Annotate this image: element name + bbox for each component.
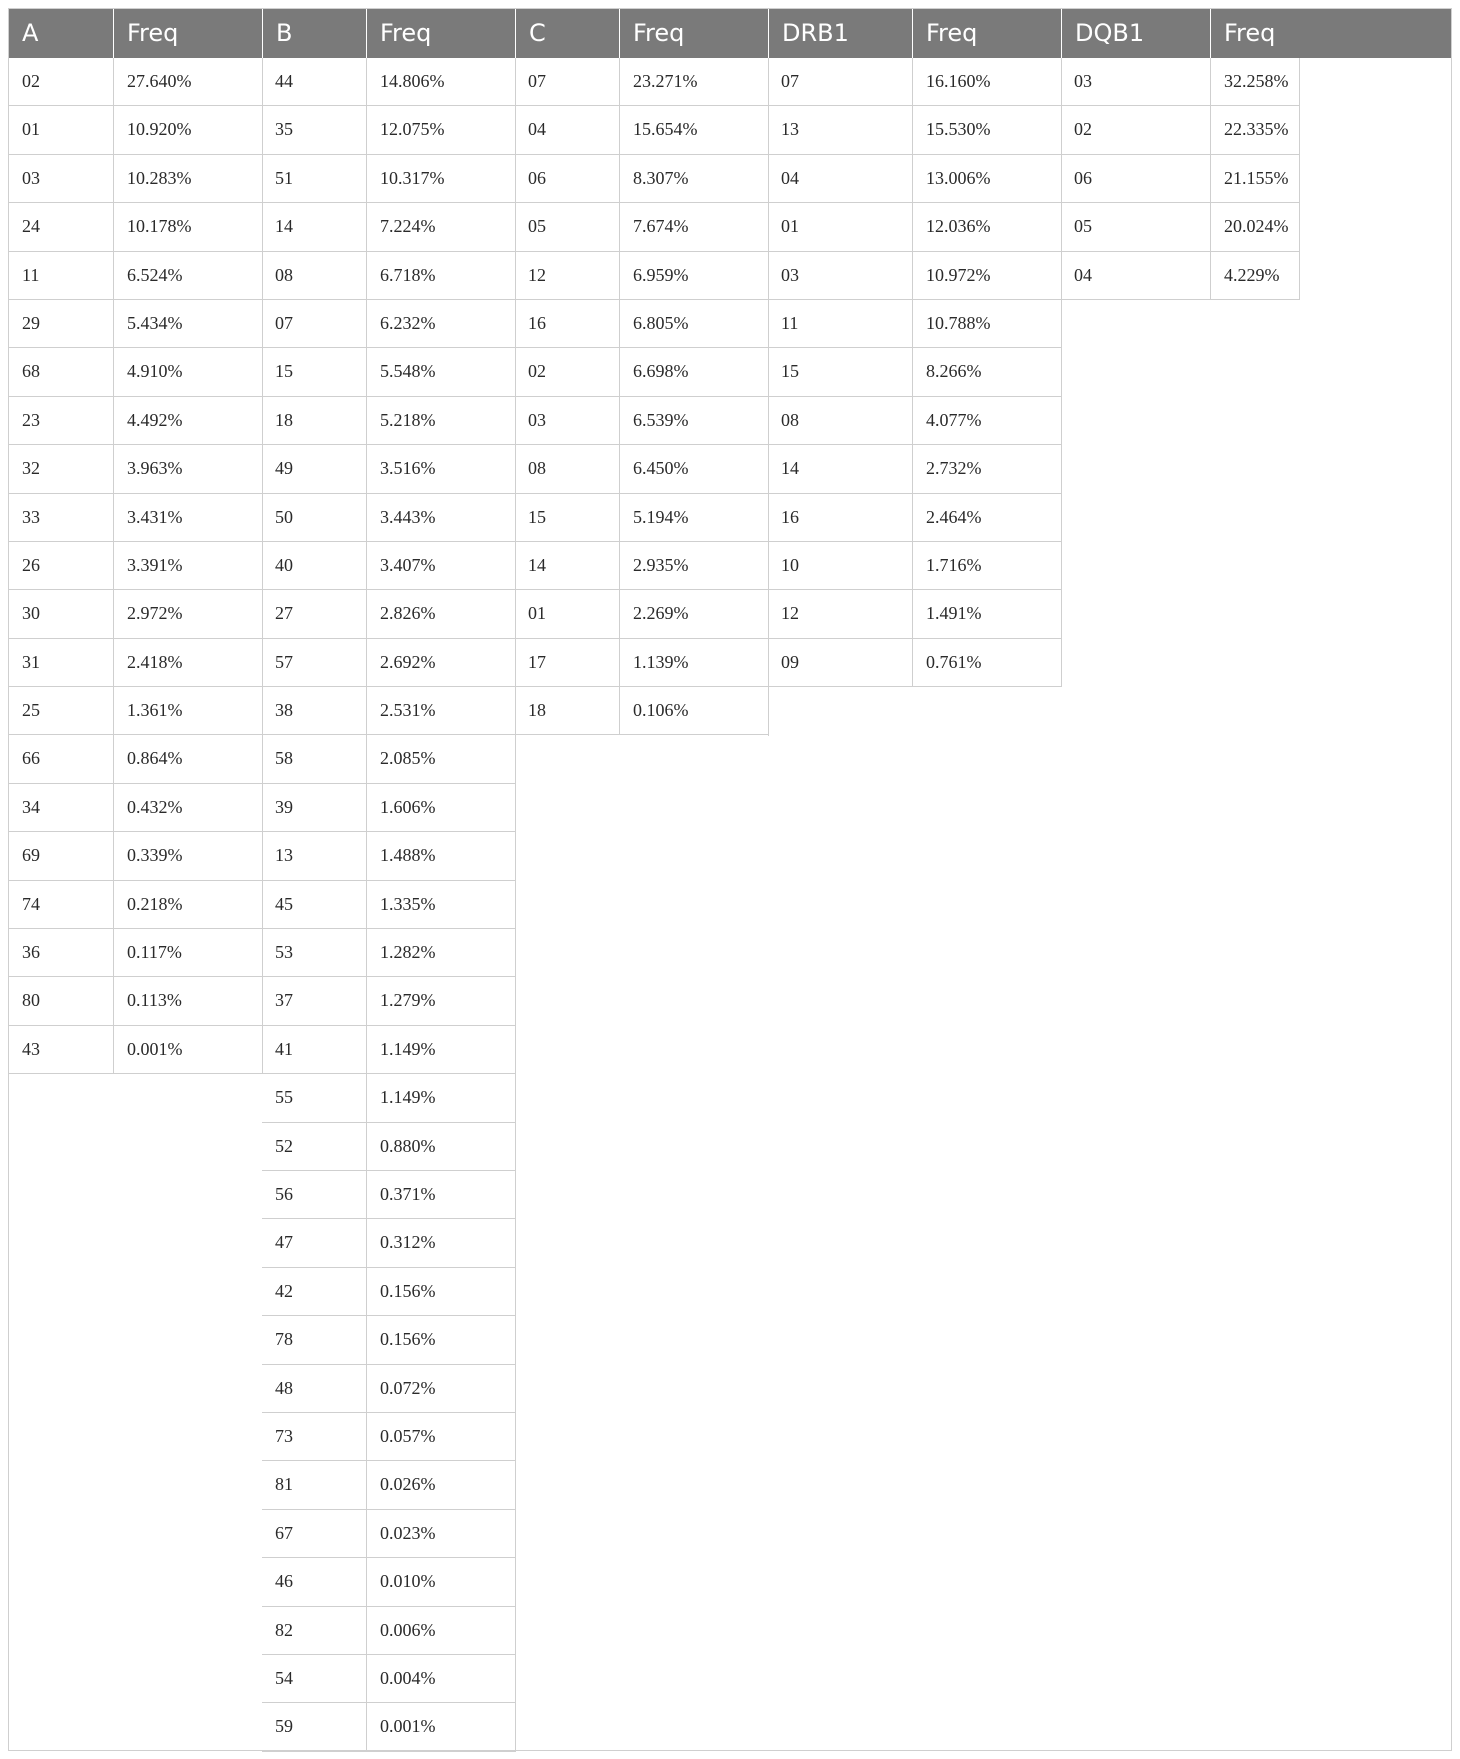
- header-b-freq: Freq: [366, 9, 515, 58]
- table-row: [9, 348, 262, 396]
- header-a-freq: Freq: [113, 9, 262, 58]
- allele-cell: 18: [275, 409, 293, 430]
- table-row: [262, 58, 515, 106]
- frequency-cell: 2.418%: [113, 639, 262, 686]
- table-row: [262, 397, 515, 445]
- table-row: [515, 106, 768, 154]
- allele-cell: 04: [1074, 264, 1092, 285]
- table-row: [515, 687, 768, 735]
- column-group-drb1: [768, 58, 1061, 687]
- frequency-cell: 0.761%: [912, 639, 1061, 686]
- allele-cell: 81: [275, 1474, 293, 1495]
- table-row: [515, 348, 768, 396]
- frequency-cell: 6.805%: [619, 300, 768, 347]
- frequency-cell: 2.935%: [619, 542, 768, 589]
- table-row: [262, 1703, 515, 1751]
- allele-cell: 13: [781, 119, 799, 140]
- table-row: [9, 832, 262, 880]
- frequency-cell: 3.443%: [366, 494, 515, 541]
- header-b: B: [262, 9, 366, 58]
- table-row: [515, 639, 768, 687]
- allele-cell: 06: [528, 167, 546, 188]
- table-row: [515, 58, 768, 106]
- allele-cell: 74: [22, 893, 40, 914]
- table-row: [9, 1026, 262, 1074]
- allele-cell: 57: [275, 651, 293, 672]
- allele-cell: 30: [22, 603, 40, 624]
- allele-cell: 03: [528, 409, 546, 430]
- allele-cell: 44: [275, 71, 293, 91]
- frequency-cell: 1.606%: [366, 784, 515, 831]
- table-row: [9, 155, 262, 203]
- allele-cell: 39: [275, 796, 293, 817]
- allele-cell: 07: [781, 71, 799, 91]
- table-row: [768, 639, 1061, 687]
- frequency-cell: 0.106%: [619, 687, 768, 734]
- hla-frequency-table: [8, 8, 1452, 1751]
- allele-cell: 24: [22, 216, 40, 237]
- frequency-cell: 0.371%: [366, 1171, 515, 1218]
- frequency-cell: 0.006%: [366, 1607, 515, 1654]
- frequency-cell: 16.160%: [912, 58, 1061, 105]
- table-row: [768, 494, 1061, 542]
- allele-cell: 07: [528, 71, 546, 91]
- allele-cell: 46: [275, 1571, 293, 1592]
- allele-cell: 18: [528, 700, 546, 721]
- allele-cell: 33: [22, 506, 40, 527]
- allele-cell: 78: [275, 1329, 293, 1350]
- allele-cell: 34: [22, 796, 40, 817]
- table-row: [1061, 252, 1300, 300]
- column-group-b: [262, 58, 515, 1752]
- frequency-cell: 4.077%: [912, 397, 1061, 444]
- allele-cell: 11: [781, 312, 799, 333]
- allele-cell: 48: [275, 1377, 293, 1398]
- frequency-cell: 0.117%: [113, 929, 262, 976]
- frequency-cell: 6.539%: [619, 397, 768, 444]
- frequency-cell: 5.548%: [366, 348, 515, 395]
- allele-cell: 41: [275, 1038, 293, 1059]
- frequency-cell: 15.654%: [619, 106, 768, 153]
- column-divider: [768, 58, 769, 736]
- allele-cell: 27: [275, 603, 293, 624]
- frequency-cell: 7.224%: [366, 203, 515, 250]
- frequency-cell: 0.432%: [113, 784, 262, 831]
- allele-cell: 03: [22, 167, 40, 188]
- table-row: [9, 929, 262, 977]
- frequency-cell: 21.155%: [1210, 155, 1300, 202]
- table-row: [262, 1510, 515, 1558]
- frequency-cell: 32.258%: [1210, 58, 1300, 105]
- frequency-cell: 5.194%: [619, 494, 768, 541]
- table-row: [262, 252, 515, 300]
- frequency-cell: 0.026%: [366, 1461, 515, 1508]
- frequency-cell: 0.339%: [113, 832, 262, 879]
- frequency-cell: 8.307%: [619, 155, 768, 202]
- frequency-cell: 0.001%: [113, 1026, 262, 1073]
- table-row: [262, 1461, 515, 1509]
- frequency-cell: 6.450%: [619, 445, 768, 492]
- allele-cell: 14: [275, 216, 293, 237]
- table-row: [9, 542, 262, 590]
- allele-cell: 16: [781, 506, 799, 527]
- allele-cell: 03: [1074, 71, 1092, 91]
- frequency-cell: 1.149%: [366, 1026, 515, 1073]
- allele-cell: 02: [528, 361, 546, 382]
- table-row: [768, 203, 1061, 251]
- allele-cell: 47: [275, 1232, 293, 1253]
- table-row: [262, 929, 515, 977]
- table-row: [262, 203, 515, 251]
- allele-cell: 10: [781, 554, 799, 575]
- table-row: [9, 639, 262, 687]
- table-row: [768, 252, 1061, 300]
- frequency-cell: 0.156%: [366, 1316, 515, 1363]
- frequency-cell: 2.269%: [619, 590, 768, 637]
- frequency-cell: 2.531%: [366, 687, 515, 734]
- table-row: [262, 300, 515, 348]
- table-row: [515, 397, 768, 445]
- table-row: [9, 735, 262, 783]
- allele-cell: 12: [781, 603, 799, 624]
- frequency-cell: 12.036%: [912, 203, 1061, 250]
- table-row: [262, 881, 515, 929]
- table-row: [1061, 106, 1300, 154]
- frequency-cell: 0.023%: [366, 1510, 515, 1557]
- allele-cell: 13: [275, 845, 293, 866]
- table-row: [768, 445, 1061, 493]
- allele-cell: 01: [781, 216, 799, 237]
- frequency-cell: 1.279%: [366, 977, 515, 1024]
- table-row: [9, 106, 262, 154]
- table-row: [262, 494, 515, 542]
- frequency-cell: 20.024%: [1210, 203, 1300, 250]
- allele-cell: 67: [275, 1522, 293, 1543]
- allele-cell: 08: [275, 264, 293, 285]
- allele-cell: 40: [275, 554, 293, 575]
- frequency-cell: 2.826%: [366, 590, 515, 637]
- table-row: [262, 1558, 515, 1606]
- frequency-cell: 6.524%: [113, 252, 262, 299]
- header-c-freq: Freq: [619, 9, 768, 58]
- frequency-cell: 3.407%: [366, 542, 515, 589]
- header-dqb1-freq: Freq: [1210, 9, 1300, 58]
- frequency-cell: 3.516%: [366, 445, 515, 492]
- column-divider: [262, 58, 263, 1074]
- table-row: [515, 494, 768, 542]
- allele-cell: 23: [22, 409, 40, 430]
- table-row: [262, 1171, 515, 1219]
- allele-cell: 50: [275, 506, 293, 527]
- table-row: [768, 155, 1061, 203]
- frequency-cell: 13.006%: [912, 155, 1061, 202]
- table-row: [9, 445, 262, 493]
- frequency-cell: 0.312%: [366, 1219, 515, 1266]
- frequency-cell: 1.491%: [912, 590, 1061, 637]
- allele-cell: 73: [275, 1425, 293, 1446]
- frequency-cell: 10.788%: [912, 300, 1061, 347]
- table-row: [515, 542, 768, 590]
- allele-cell: 08: [528, 458, 546, 479]
- table-row: [262, 106, 515, 154]
- frequency-cell: 6.232%: [366, 300, 515, 347]
- table-row: [262, 639, 515, 687]
- allele-cell: 56: [275, 1183, 293, 1204]
- frequency-cell: 0.880%: [366, 1123, 515, 1170]
- frequency-cell: 22.335%: [1210, 106, 1300, 153]
- table-row: [262, 735, 515, 783]
- frequency-cell: 0.156%: [366, 1268, 515, 1315]
- frequency-cell: 14.806%: [366, 58, 515, 105]
- frequency-cell: 2.732%: [912, 445, 1061, 492]
- table-row: [262, 687, 515, 735]
- header-a: A: [22, 19, 39, 47]
- table-row: [262, 1365, 515, 1413]
- table-row: [262, 1026, 515, 1074]
- frequency-cell: 0.004%: [366, 1655, 515, 1702]
- table-row: [515, 300, 768, 348]
- allele-cell: 66: [22, 748, 40, 769]
- frequency-cell: 3.431%: [113, 494, 262, 541]
- allele-cell: 17: [528, 651, 546, 672]
- table-row: [262, 1316, 515, 1364]
- table-row: [9, 687, 262, 735]
- allele-cell: 05: [1074, 216, 1092, 237]
- table-row: [9, 397, 262, 445]
- frequency-cell: 10.972%: [912, 252, 1061, 299]
- frequency-cell: 1.361%: [113, 687, 262, 734]
- table-row: [262, 832, 515, 880]
- table-row: [9, 784, 262, 832]
- table-row: [515, 252, 768, 300]
- allele-cell: 51: [275, 167, 293, 188]
- table-row: [262, 348, 515, 396]
- allele-cell: 52: [275, 1135, 293, 1156]
- allele-cell: 31: [22, 651, 40, 672]
- allele-cell: 54: [275, 1667, 293, 1688]
- table-row: [9, 252, 262, 300]
- table-header: [9, 9, 1451, 58]
- table-row: [9, 494, 262, 542]
- frequency-cell: 5.434%: [113, 300, 262, 347]
- frequency-cell: 4.229%: [1210, 252, 1300, 299]
- table-row: [262, 542, 515, 590]
- allele-cell: 45: [275, 893, 293, 914]
- header-dqb1: DQB1: [1061, 9, 1210, 58]
- allele-cell: 15: [781, 361, 799, 382]
- frequency-cell: 6.698%: [619, 348, 768, 395]
- table-row: [1061, 203, 1300, 251]
- allele-cell: 43: [22, 1038, 40, 1059]
- allele-cell: 14: [528, 554, 546, 575]
- frequency-cell: 27.640%: [113, 58, 262, 105]
- frequency-cell: 1.488%: [366, 832, 515, 879]
- table-row: [515, 203, 768, 251]
- table-row: [9, 881, 262, 929]
- allele-cell: 05: [528, 216, 546, 237]
- allele-cell: 53: [275, 942, 293, 963]
- column-divider: [515, 58, 516, 1752]
- allele-cell: 15: [528, 506, 546, 527]
- table-row: [262, 784, 515, 832]
- allele-cell: 59: [275, 1716, 293, 1737]
- frequency-cell: 0.072%: [366, 1365, 515, 1412]
- table-row: [515, 590, 768, 638]
- allele-cell: 08: [781, 409, 799, 430]
- allele-cell: 07: [275, 312, 293, 333]
- allele-cell: 25: [22, 700, 40, 721]
- allele-cell: 16: [528, 312, 546, 333]
- allele-cell: 49: [275, 458, 293, 479]
- frequency-cell: 0.113%: [113, 977, 262, 1024]
- table-row: [262, 590, 515, 638]
- allele-cell: 37: [275, 990, 293, 1011]
- header-drb1-freq: Freq: [912, 9, 1061, 58]
- allele-cell: 12: [528, 264, 546, 285]
- frequency-cell: 12.075%: [366, 106, 515, 153]
- allele-cell: 29: [22, 312, 40, 333]
- table-row: [768, 542, 1061, 590]
- column-group-c: [515, 58, 768, 735]
- frequency-cell: 8.266%: [912, 348, 1061, 395]
- table-row: [262, 445, 515, 493]
- allele-cell: 04: [781, 167, 799, 188]
- allele-cell: 04: [528, 119, 546, 140]
- table-row: [262, 1655, 515, 1703]
- frequency-cell: 6.959%: [619, 252, 768, 299]
- frequency-cell: 10.178%: [113, 203, 262, 250]
- table-row: [262, 1074, 515, 1122]
- table-row: [768, 106, 1061, 154]
- table-row: [9, 590, 262, 638]
- table-row: [1061, 155, 1300, 203]
- table-row: [768, 590, 1061, 638]
- table-row: [9, 300, 262, 348]
- frequency-cell: 1.139%: [619, 639, 768, 686]
- allele-cell: 38: [275, 700, 293, 721]
- allele-cell: 15: [275, 361, 293, 382]
- allele-cell: 42: [275, 1280, 293, 1301]
- table-row: [262, 155, 515, 203]
- frequency-cell: 4.910%: [113, 348, 262, 395]
- table-row: [9, 203, 262, 251]
- frequency-cell: 2.972%: [113, 590, 262, 637]
- allele-cell: 14: [781, 458, 799, 479]
- header-drb1: DRB1: [768, 9, 912, 58]
- header-c: C: [515, 9, 619, 58]
- frequency-cell: 3.963%: [113, 445, 262, 492]
- frequency-cell: 1.149%: [366, 1074, 515, 1121]
- table-row: [768, 300, 1061, 348]
- column-divider: [1299, 58, 1300, 300]
- table-row: [9, 977, 262, 1025]
- table-row: [262, 1123, 515, 1171]
- table-row: [515, 155, 768, 203]
- column-group-dqb1: [1061, 58, 1300, 300]
- table-row: [262, 1268, 515, 1316]
- allele-cell: 03: [781, 264, 799, 285]
- frequency-cell: 0.001%: [366, 1703, 515, 1750]
- frequency-cell: 10.920%: [113, 106, 262, 153]
- allele-cell: 02: [1074, 119, 1092, 140]
- allele-cell: 82: [275, 1619, 293, 1640]
- allele-cell: 55: [275, 1087, 293, 1108]
- allele-cell: 11: [22, 264, 40, 285]
- frequency-cell: 6.718%: [366, 252, 515, 299]
- column-divider: [1061, 58, 1062, 687]
- frequency-cell: 0.010%: [366, 1558, 515, 1605]
- table-row: [768, 348, 1061, 396]
- frequency-cell: 2.692%: [366, 639, 515, 686]
- frequency-cell: 7.674%: [619, 203, 768, 250]
- frequency-cell: 1.716%: [912, 542, 1061, 589]
- frequency-cell: 3.391%: [113, 542, 262, 589]
- frequency-cell: 1.282%: [366, 929, 515, 976]
- allele-cell: 02: [22, 71, 40, 91]
- frequency-cell: 15.530%: [912, 106, 1061, 153]
- allele-cell: 58: [275, 748, 293, 769]
- allele-cell: 68: [22, 361, 40, 382]
- table-row: [768, 58, 1061, 106]
- table-row: [1061, 58, 1300, 106]
- table-row: [9, 58, 262, 106]
- table-row: [262, 1219, 515, 1267]
- table-row: [262, 1413, 515, 1461]
- allele-cell: 32: [22, 458, 40, 479]
- frequency-cell: 10.283%: [113, 155, 262, 202]
- table-row: [262, 1607, 515, 1655]
- frequency-cell: 5.218%: [366, 397, 515, 444]
- table-row: [262, 977, 515, 1025]
- frequency-cell: 4.492%: [113, 397, 262, 444]
- frequency-cell: 1.335%: [366, 881, 515, 928]
- table-row: [768, 397, 1061, 445]
- frequency-cell: 0.057%: [366, 1413, 515, 1460]
- frequency-cell: 23.271%: [619, 58, 768, 105]
- frequency-cell: 10.317%: [366, 155, 515, 202]
- frequency-cell: 0.864%: [113, 735, 262, 782]
- allele-cell: 01: [528, 603, 546, 624]
- allele-cell: 06: [1074, 167, 1092, 188]
- allele-cell: 80: [22, 990, 40, 1011]
- frequency-cell: 0.218%: [113, 881, 262, 928]
- column-group-a: [9, 58, 262, 1074]
- table-row: [515, 445, 768, 493]
- frequency-cell: 2.085%: [366, 735, 515, 782]
- allele-cell: 09: [781, 651, 799, 672]
- frequency-cell: 2.464%: [912, 494, 1061, 541]
- allele-cell: 36: [22, 942, 40, 963]
- allele-cell: 26: [22, 554, 40, 575]
- allele-cell: 01: [22, 119, 40, 140]
- allele-cell: 69: [22, 845, 40, 866]
- allele-cell: 35: [275, 119, 293, 140]
